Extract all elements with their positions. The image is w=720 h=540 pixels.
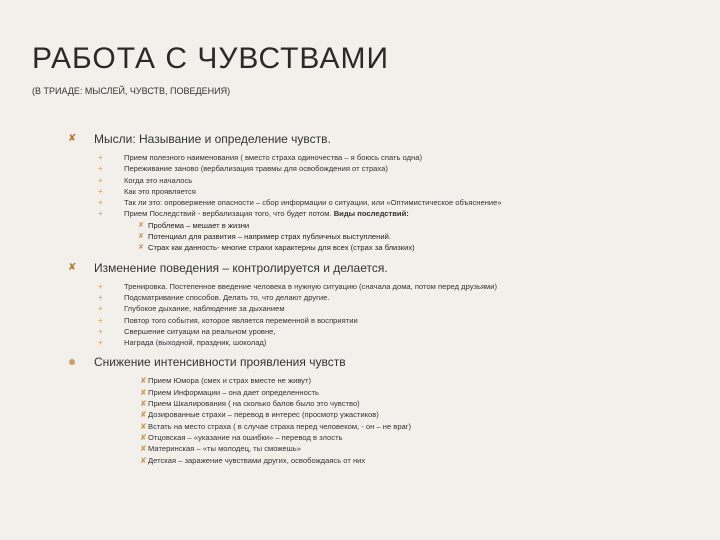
section-behavior [68,261,698,349]
x-mark-icon: ✘ [140,455,147,465]
list-item: ✘ Детская – заражение чувствами других, освобождаясь от них [140,455,366,465]
list-item: ✘ Дозированные страхи – перевод в интерес (просмотр ужастиков) [140,410,379,420]
plus-icon: + [98,292,103,302]
list-item: + Тренировка. Постепенное введение человека в нужную ситуацию (сначала дома, потом перед друзьями) [98,281,498,291]
list-item: + Прием Последствий - вербализация того, что будет потом. Виды последствий: [98,209,409,219]
list-item: + Награда (выходной, праздник, шоколад) [98,338,267,348]
x-mark-icon: ✘ [140,421,147,431]
list-item: + Прием полезного наименования ( вместо страха одиночества – я боюсь спать одна) [98,153,422,162]
plus-icon: + [98,304,103,314]
plus-icon: + [98,164,103,174]
list-item: ✘ Прием Юмора (смех и страх вместе не живут) [140,376,311,386]
plus-icon: + [98,209,103,219]
x-mark-icon: ✘ [68,261,77,273]
x-mark-icon: ✘ [140,387,147,397]
slide-content [68,132,698,466]
section-heading: Снижение интенсивности проявления чувств [94,355,346,370]
plus-icon: + [98,198,103,208]
sub-list-item: ✘ Страх как данность- многие страхи характерны для всех (страх за близких) [138,243,415,253]
bullet-list [94,281,698,349]
x-mark-icon: ✘ [140,444,147,454]
x-mark-icon: ✘ [140,399,147,409]
x-mark-icon: ✘ [68,133,77,144]
x-mark-icon: ✘ [138,244,144,252]
list-item: + Повтор того события, которое является переменной в восприятии [98,315,358,325]
section-heading: Изменение поведения – контролируется и делается. [94,260,388,275]
list-item: ✘ Прием Шкалирования ( на сколько балов было это чувство) [140,399,360,409]
list-item: + Когда это началось [98,175,193,185]
list-item: + Переживание заново (вербализация травмы для освобождения от страха) [98,164,388,174]
list-item: ✘ Материнская – «ты молодец, ты сможешь» [140,444,301,454]
plus-icon: + [98,186,103,196]
x-mark-icon: ✘ [138,233,144,241]
list-item: + Подсматривание способов. Делать то, что делают другие. [98,292,330,302]
slide-title: РАБОТА С ЧУВСТВАМИ [32,42,390,75]
sub-bullet-list [94,220,698,254]
section-intensity [68,355,698,465]
list-item: ✘ Прием Информации – она дает определенность [140,387,320,397]
slide-subtitle: (В ТРИАДЕ: МЫСЛЕЙ, ЧУВСТВ, ПОВЕДЕНИЯ) [32,86,231,96]
x-mark-icon: ✘ [140,376,147,386]
section-heading: Мысли: Называние и определение чувств. [94,132,331,146]
list-item: + Свершение ситуации на реальном уровне, [98,326,276,336]
x-mark-icon: ✘ [138,221,144,229]
bullet-list [94,375,698,465]
dot-icon [68,356,78,368]
list-item: + Как это проявляется [98,186,196,196]
plus-icon: + [98,338,103,348]
list-item-bold-tail: Виды последствий: [333,209,409,219]
x-mark-icon: ✘ [140,432,147,442]
sub-list-item: ✘ Проблема – мешает в жизни [138,220,250,230]
bullet-list [94,152,698,220]
list-item: ✘ Встать на место страха ( в случае страха перед человеком, - он – не враг) [140,421,412,431]
x-mark-icon: ✘ [140,410,147,420]
sub-list-item: ✘ Потенциал для развития – например страх публичных выступлений. [138,232,391,242]
section-thoughts [68,132,698,254]
list-item: + Глубокое дыхание, наблюдение за дыханием [98,304,285,314]
plus-icon: + [98,153,103,162]
plus-icon: + [98,175,103,185]
plus-icon: + [98,281,103,291]
plus-icon: + [98,315,103,325]
plus-icon: + [98,326,103,336]
list-item: + Так ли это: опровержение опасности – сбор информации о ситуации, или «Оптимистическое объяснение» [98,198,502,208]
list-item: ✘ Отцовская – «указание на ошибки» – перевод в злость [140,432,343,442]
